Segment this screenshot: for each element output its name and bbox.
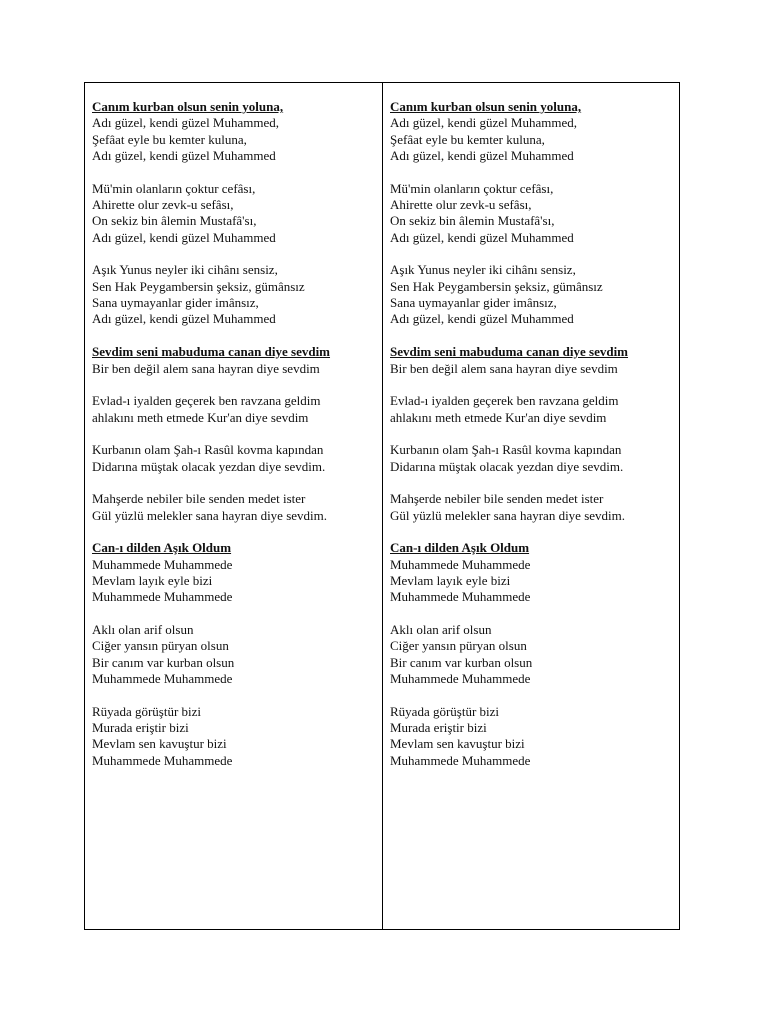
- poem-line: ahlakını meth etmede Kur'an diye sevdim: [390, 409, 607, 425]
- stanza: [390, 442, 679, 475]
- poem-line: Sen Hak Peygambersin şeksiz, gümânsız: [390, 278, 603, 294]
- poem-line: Ahirette olur zevk-u sefâsı,: [390, 197, 532, 213]
- poem-line: Muhammede Muhammede: [390, 671, 531, 687]
- poem-heading: Sevdim seni mabuduma canan diye sevdim: [92, 344, 331, 360]
- poem-heading: Can-ı dilden Aşık Oldum: [390, 540, 530, 556]
- stanza: [92, 99, 382, 164]
- poem-line: Mü'min olanların çoktur cefâsı,: [390, 180, 554, 196]
- poem-line: Şefâat eyle bu kemter kuluna,: [390, 131, 545, 147]
- poem-line: Didarına müştak olacak yezdan diye sevdim.: [92, 458, 326, 474]
- stanza: [92, 491, 382, 524]
- poem-line: Sen Hak Peygambersin şeksiz, gümânsız: [92, 278, 305, 294]
- poem-line: Mevlam layık eyle bizi: [92, 572, 213, 588]
- poem-line: Kurbanın olam Şah-ı Rasûl kovma kapından: [92, 442, 324, 458]
- poem-line: Adı güzel, kendi güzel Muhammed: [92, 311, 276, 327]
- stanza: [390, 99, 679, 164]
- stanza: [390, 622, 679, 687]
- poem-line: Rüyada görüştür bizi: [92, 703, 202, 719]
- poem-line: Evlad-ı iyalden geçerek ben ravzana geldim: [92, 393, 321, 409]
- poem-line: Muhammede Muhammede: [92, 671, 233, 687]
- poem-sheet: [84, 82, 680, 930]
- poem-heading: Can-ı dilden Aşık Oldum: [92, 540, 232, 556]
- poem-line: Adı güzel, kendi güzel Muhammed: [390, 148, 574, 164]
- poem-line: Adı güzel, kendi güzel Muhammed,: [92, 115, 280, 131]
- poem-line: Mahşerde nebiler bile senden medet ister: [390, 491, 604, 507]
- poem-line: Adı güzel, kendi güzel Muhammed: [390, 229, 574, 245]
- poem-line: Aşık Yunus neyler iki cihânı sensiz,: [92, 262, 278, 278]
- poem-line: Aklı olan arif olsun: [92, 622, 194, 637]
- poem-line: Murada eriştir bizi: [390, 720, 487, 736]
- poem-line: On sekiz bin âlemin Mustafâ'sı,: [92, 213, 257, 229]
- stanza: [390, 491, 679, 524]
- stanza: [92, 181, 382, 246]
- poem-line: Didarına müştak olacak yezdan diye sevdim.: [390, 458, 624, 474]
- poem-line: Rüyada görüştür bizi: [390, 703, 500, 719]
- poem-line: Ciğer yansın püryan olsun: [390, 638, 527, 654]
- stanza: [390, 540, 679, 605]
- poem-line: Sana uymayanlar gider imânsız,: [92, 295, 259, 311]
- poem-line: Mahşerde nebiler bile senden medet ister: [92, 491, 306, 507]
- poem-line: Muhammede Muhammede: [390, 556, 531, 572]
- poem-line: Muhammede Muhammede: [92, 752, 233, 768]
- poem-line: Ahirette olur zevk-u sefâsı,: [92, 197, 234, 213]
- poem-line: Kurbanın olam Şah-ı Rasûl kovma kapından: [390, 442, 622, 458]
- poem-line: Muhammede Muhammede: [92, 589, 233, 605]
- poem-line: Adı güzel, kendi güzel Muhammed,: [390, 115, 578, 131]
- stanza: [92, 540, 382, 605]
- poem-column-right: [382, 83, 679, 929]
- poem-line: ahlakını meth etmede Kur'an diye sevdim: [92, 409, 309, 425]
- stanza: [92, 704, 382, 769]
- stanza: [92, 442, 382, 475]
- poem-line: Muhammede Muhammede: [92, 556, 233, 572]
- poem-line: Aklı olan arif olsun: [390, 622, 492, 637]
- poem-line: Gül yüzlü melekler sana hayran diye sevdim.: [92, 507, 328, 523]
- stanza: [390, 393, 679, 426]
- poem-line: Bir canım var kurban olsun: [92, 654, 235, 670]
- poem-heading: Canım kurban olsun senin yoluna,: [390, 99, 582, 114]
- stanza: [390, 704, 679, 769]
- stanza: [92, 344, 382, 377]
- poem-line: Muhammede Muhammede: [390, 589, 531, 605]
- poem-line: Şefâat eyle bu kemter kuluna,: [92, 131, 247, 147]
- poem-heading: Sevdim seni mabuduma canan diye sevdim: [390, 344, 629, 360]
- poem-heading: Canım kurban olsun senin yoluna,: [92, 99, 284, 114]
- poem-line: Evlad-ı iyalden geçerek ben ravzana geldim: [390, 393, 619, 409]
- poem-line: Adı güzel, kendi güzel Muhammed: [92, 148, 276, 164]
- stanza: [92, 262, 382, 327]
- poem-line: Bir ben değil alem sana hayran diye sevdim: [390, 360, 618, 376]
- poem-line: Mevlam sen kavuştur bizi: [92, 736, 227, 752]
- poem-line: Mü'min olanların çoktur cefâsı,: [92, 180, 256, 196]
- stanza: [92, 393, 382, 426]
- poem-line: Mevlam layık eyle bizi: [390, 572, 511, 588]
- stanza: [92, 622, 382, 687]
- poem-line: Gül yüzlü melekler sana hayran diye sevdim.: [390, 507, 626, 523]
- poem-line: Bir canım var kurban olsun: [390, 654, 533, 670]
- poem-line: Bir ben değil alem sana hayran diye sevdim: [92, 360, 320, 376]
- poem-line: Ciğer yansın püryan olsun: [92, 638, 229, 654]
- poem-line: Murada eriştir bizi: [92, 720, 189, 736]
- poem-line: Mevlam sen kavuştur bizi: [390, 736, 525, 752]
- poem-line: Sana uymayanlar gider imânsız,: [390, 295, 557, 311]
- poem-line: Aşık Yunus neyler iki cihânı sensiz,: [390, 262, 576, 278]
- poem-line: Adı güzel, kendi güzel Muhammed: [92, 229, 276, 245]
- stanza: [390, 344, 679, 377]
- poem-column-left: [85, 83, 382, 929]
- poem-line: Adı güzel, kendi güzel Muhammed: [390, 311, 574, 327]
- stanza: [390, 181, 679, 246]
- poem-line: On sekiz bin âlemin Mustafâ'sı,: [390, 213, 555, 229]
- poem-line: Muhammede Muhammede: [390, 752, 531, 768]
- stanza: [390, 262, 679, 327]
